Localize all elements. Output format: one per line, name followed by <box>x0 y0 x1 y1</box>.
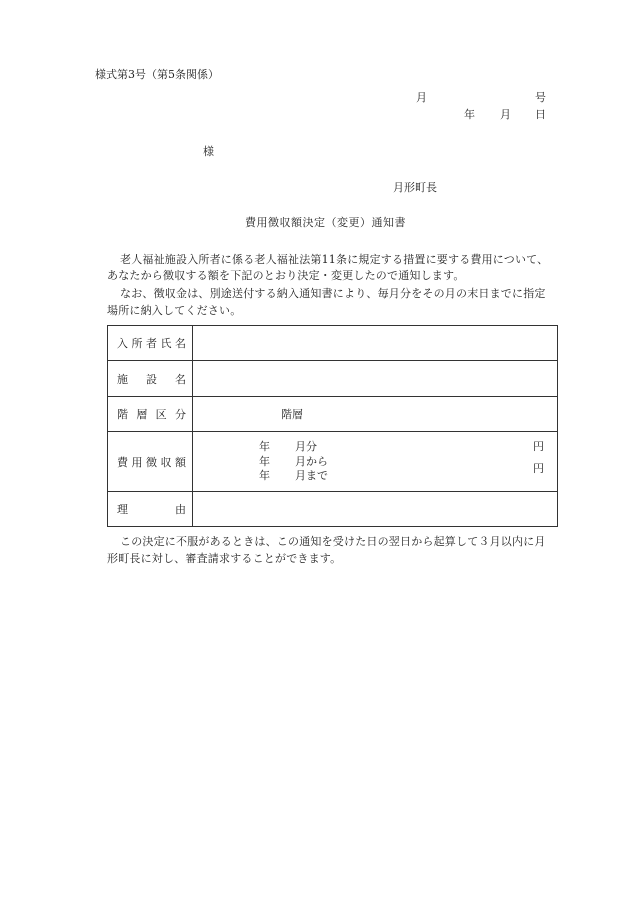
fee-monthly-year: 年 <box>259 440 270 453</box>
floor-class-unit: 階層 <box>281 408 303 421</box>
fee-monthly-yen: 円 <box>533 440 544 453</box>
reason-label-text: 理 由 <box>117 503 186 516</box>
form-number: 様式第3号（第5条関係） <box>95 68 219 81</box>
fee-decision-table <box>107 325 558 527</box>
fee-monthly-month: 月分 <box>295 440 317 453</box>
document-title: 費用徴収額決定（変更）通知書 <box>245 216 406 229</box>
floor-class-label-text: 階 層 区 分 <box>117 408 186 421</box>
fee-to-month: 月まで <box>295 469 328 482</box>
resident-name-label <box>108 326 193 361</box>
fee-row <box>108 432 558 492</box>
facility-name-label-text: 施 設 名 <box>117 372 186 386</box>
fee-from-month: 月から <box>295 455 328 468</box>
facility-name-label <box>108 361 193 397</box>
resident-name-value[interactable] <box>193 326 558 361</box>
floor-class-value[interactable] <box>193 397 558 432</box>
date-day: 日 <box>535 108 546 121</box>
paragraph1-line1: 老人福祉施設入所者に係る老人福祉法第11条に規定する措置に要する費用について、 <box>120 253 549 266</box>
recipient-honorific: 様 <box>203 145 214 158</box>
floor-class-row <box>108 397 558 432</box>
reason-label <box>108 492 193 527</box>
paragraph2-line1: なお、徴収金は、別途送付する納入通知書により、毎月分をその月の末日までに指定 <box>120 287 546 300</box>
paragraph2-line2: 場所に納入してください。 <box>107 304 242 317</box>
fee-label-text: 費 用 徴 収 額 <box>117 455 186 469</box>
date-year: 年 <box>464 108 475 121</box>
number-suffix: 号 <box>535 91 546 104</box>
date-month: 月 <box>500 108 511 121</box>
reason-value[interactable] <box>193 492 558 527</box>
fee-label <box>108 432 193 492</box>
fee-from-year: 年 <box>259 455 270 468</box>
facility-name-row <box>108 361 558 397</box>
fee-to-year: 年 <box>259 469 270 482</box>
appeal-notice-line1: この決定に不服があるときは、この通知を受けた日の翌日から起算して３月以内に月 <box>120 535 546 548</box>
appeal-notice-line2: 形町長に対し、審査請求することができます。 <box>107 552 342 565</box>
paragraph1-line2: あなたから徴収する額を下記のとおり決定・変更したので通知します。 <box>107 269 465 282</box>
fee-period-yen: 円 <box>533 462 544 475</box>
reason-row <box>108 492 558 527</box>
resident-name-row <box>108 326 558 361</box>
floor-class-label <box>108 397 193 432</box>
fee-value[interactable] <box>193 432 558 492</box>
facility-name-value[interactable] <box>193 361 558 397</box>
number-month: 月 <box>416 91 427 104</box>
resident-name-label-text: 入 所 者 氏 名 <box>117 337 186 350</box>
issuer-name: 月形町長 <box>393 181 437 194</box>
